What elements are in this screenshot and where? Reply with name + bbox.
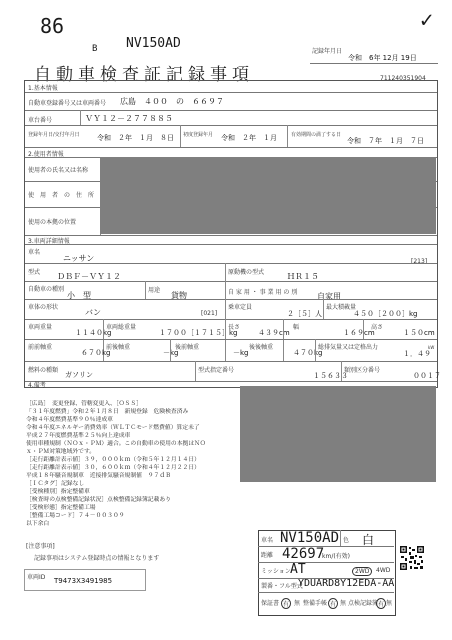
remarks-block: [26, 400, 251, 528]
maker-label: 車名: [28, 249, 41, 256]
registration-date: 令和 ２年 １月 ８日: [97, 134, 174, 142]
body-shape-value: バン: [85, 308, 101, 317]
rear-rear-axle-value: ４７０kg: [293, 349, 323, 357]
engine-label: 原動機の型式: [228, 269, 265, 276]
length-label: 長さ: [228, 324, 241, 331]
sticker-serial-label: 製番・フル型式: [261, 583, 303, 590]
chassis-label: 車台番号: [28, 117, 53, 124]
remark-line: ［受検形態］指定整備工場: [26, 505, 96, 511]
remark-line: ［受検種別］指定整備車: [26, 489, 90, 495]
user-name-label: 使用者の氏名又は名称: [28, 167, 89, 174]
remark-line: 以下余白: [26, 521, 50, 527]
length-value: ４３９cm: [258, 329, 290, 337]
front-front-axle-label: 前前軸重: [28, 344, 53, 351]
remark-line: ｘ・ＰＭ対策地域外です。: [26, 449, 96, 455]
expiry-label: 有効期間の満了する日: [291, 132, 342, 138]
remark-line: ［整備工場コード］７４－００３０９: [26, 513, 125, 519]
remarks-redaction: [240, 386, 436, 482]
remark-line: 使用車種規制（ＮＯｘ・ＰＭ）適合。この自動車の使用の本拠はＮＯ: [26, 441, 206, 447]
gross-weight-label: 車両総重量: [106, 324, 137, 331]
capacity-label: 乗車定員: [228, 304, 253, 311]
sticker-mission: AT: [290, 562, 306, 577]
model-value: ＤＢＦ－ＶＹ１２: [57, 272, 121, 281]
reader-label: 車両ID: [27, 574, 46, 581]
document-title: 自動車検査証記録事項: [34, 65, 254, 85]
capacity-value: ２［５］人: [287, 310, 322, 318]
notes-heading: [注意事項]: [26, 543, 55, 550]
rear-rear-axle-label: 後後軸重: [249, 344, 274, 351]
handwritten-letter: B: [92, 44, 98, 54]
width-value: １６９cm: [343, 329, 375, 337]
remark-line: ［検査時の点検整備記録状況］点検整備記録簿記載あり: [26, 497, 171, 503]
max-load-label: 最大積載量: [326, 304, 357, 311]
sticker-mileage: 42697: [282, 546, 325, 562]
document-number: 711240351904: [380, 75, 426, 82]
check-mark-icon: ✓: [420, 8, 434, 33]
chassis-number: ＶＹ１２－２７７８８５: [85, 114, 173, 123]
qr-code-icon: [400, 546, 424, 570]
registration-number: 広島 ４００ の ６６９７: [120, 97, 224, 106]
sticker-record-label: 点検記録簿: [348, 600, 379, 607]
remark-line: ［ＩＣタグ］記録なし: [26, 481, 85, 487]
width-label: 幅: [293, 324, 300, 331]
max-load-value: ４５０［２００］kg: [353, 310, 418, 318]
maker-code: [213]: [411, 258, 428, 265]
front-front-axle-value: ６７０kg: [81, 349, 111, 357]
sticker-mileage-unit: km/(有効): [322, 553, 351, 560]
displacement-label: 総排気量又は定格出力: [318, 344, 379, 351]
inspection-form: [24, 80, 441, 389]
record-date-value: 令和 6年 12月 19日: [348, 54, 417, 62]
remark-line: 平成２７年度燃費基準２５％向上達成車: [26, 433, 131, 439]
weight-value: １１４０kg: [75, 329, 112, 337]
section-vehicle-details: 3.車両詳細情報: [28, 238, 70, 245]
reader-value: T9473X3491985: [54, 577, 113, 585]
notes-text: 記録事項はシステム登録時点の情報となります: [34, 555, 160, 562]
spec-number-label: 型式指定番号: [198, 367, 235, 374]
body-shape-code: [021]: [201, 310, 218, 317]
private-use-label: 自 家 用 ・ 事 業 用 の 別: [228, 289, 298, 296]
sticker-warranty-no: 無: [294, 600, 301, 607]
engine-value: ＨＲ１５: [287, 272, 319, 281]
spec-number-value: １５６３３: [313, 372, 348, 380]
sticker-manual-label: 整備手帳: [303, 600, 328, 607]
remark-line: ［広島］ 変更登録、管轄変更入、［ＯＳＳ］: [26, 401, 142, 407]
remark-line: 平成１８年騒音規制車 近接排気騒音規制値 ９７ｄＢ: [26, 473, 171, 479]
height-value: １５０cm: [403, 329, 435, 337]
fuel-label: 燃料の種類: [28, 367, 59, 374]
vehicle-type-label: 自動車の種別: [28, 286, 65, 293]
model-label: 型式: [28, 269, 41, 276]
remark-line: 令和４年度エネルギー消費効率（ＷＬＴＣモード燃費値）算定未了: [26, 425, 200, 431]
rear-front-axle-value: －kg: [233, 349, 249, 357]
sticker-serial: YDUARD8Y12EDA-AA: [298, 578, 395, 589]
height-label: 高さ: [371, 324, 384, 331]
remark-line: ［走行距離計表示値］３０，６００ｋｍ（令和４年１２月２２日）: [26, 465, 200, 471]
remark-line: 令和４年度燃費基準９０％達成車: [26, 417, 113, 423]
section-basic-info: 1.基本情報: [28, 85, 58, 92]
weight-label: 車両重量: [28, 324, 53, 331]
record-date-label: 記録年月日: [312, 48, 343, 55]
sticker-warranty-label: 保証書: [261, 600, 280, 607]
class-number-value: ００１７: [413, 372, 441, 380]
vehicle-type-value: 小 型: [67, 291, 91, 300]
first-registration: 令和 ２年 １月: [221, 134, 277, 142]
registration-date-label: 登録年月日/交付年月日: [28, 132, 80, 138]
handwritten-number: 86: [40, 14, 65, 38]
private-use-value: 自家用: [317, 292, 341, 301]
sticker-manual-no: 無: [340, 600, 347, 607]
fuel-value: ガソリン: [65, 371, 93, 379]
gross-weight-value: １７００［１７１５］kg: [159, 329, 238, 337]
class-number-label: 類別区分番号: [344, 367, 381, 374]
sticker-color-label: 色: [343, 537, 350, 544]
sticker-car-name: NV150AD: [280, 530, 340, 546]
front-rear-axle-value: －kg: [163, 349, 179, 357]
remark-line: ［走行距離計表示値］３９，０００ｋｍ（令和５年１２月１４日）: [26, 457, 200, 463]
section-user-info: 2.使用者情報: [28, 151, 64, 158]
sticker-warranty-yes: 有: [281, 598, 291, 609]
expiry-date: 令和 ７年 １月 ７日: [347, 137, 424, 145]
rear-front-axle-label: 後前軸重: [175, 344, 200, 351]
section-remarks: 4.備考: [28, 382, 46, 389]
redaction-block: [100, 157, 436, 234]
use-label: 用途: [148, 287, 161, 294]
sticker-car-name-label: 車名: [261, 537, 274, 544]
use-value: 貨物: [171, 291, 187, 300]
sticker-mileage-label: 距離: [261, 552, 274, 559]
displacement-value: １．４９: [403, 350, 431, 358]
sticker-record-yes: 有: [376, 598, 386, 609]
displacement-unit: kW: [428, 345, 435, 350]
sticker-2wd: 2WD: [352, 567, 372, 576]
sticker-record-no: 無: [386, 600, 393, 607]
first-registration-label: 初度登録年月: [183, 132, 214, 138]
sticker-color: 白: [362, 533, 375, 547]
maker-value: ニッサン: [63, 254, 95, 263]
sticker-4wd: 4WD: [376, 567, 391, 574]
sticker-manual-yes: 有: [328, 598, 338, 609]
remark-line: 「３１年度燃費」令和２年１月８日 新規登録 危険検査済み: [26, 409, 189, 415]
user-address-label: 使 用 者 の 住 所: [28, 192, 95, 199]
front-rear-axle-label: 前後軸重: [106, 344, 131, 351]
registration-label: 自動車登録番号又は車両番号: [28, 100, 107, 107]
base-location-label: 使用の本拠の位置: [28, 219, 77, 226]
sticker-mission-label: ミッション: [261, 568, 291, 575]
body-shape-label: 車体の形状: [28, 304, 59, 311]
handwritten-model: NV150AD: [126, 36, 181, 51]
